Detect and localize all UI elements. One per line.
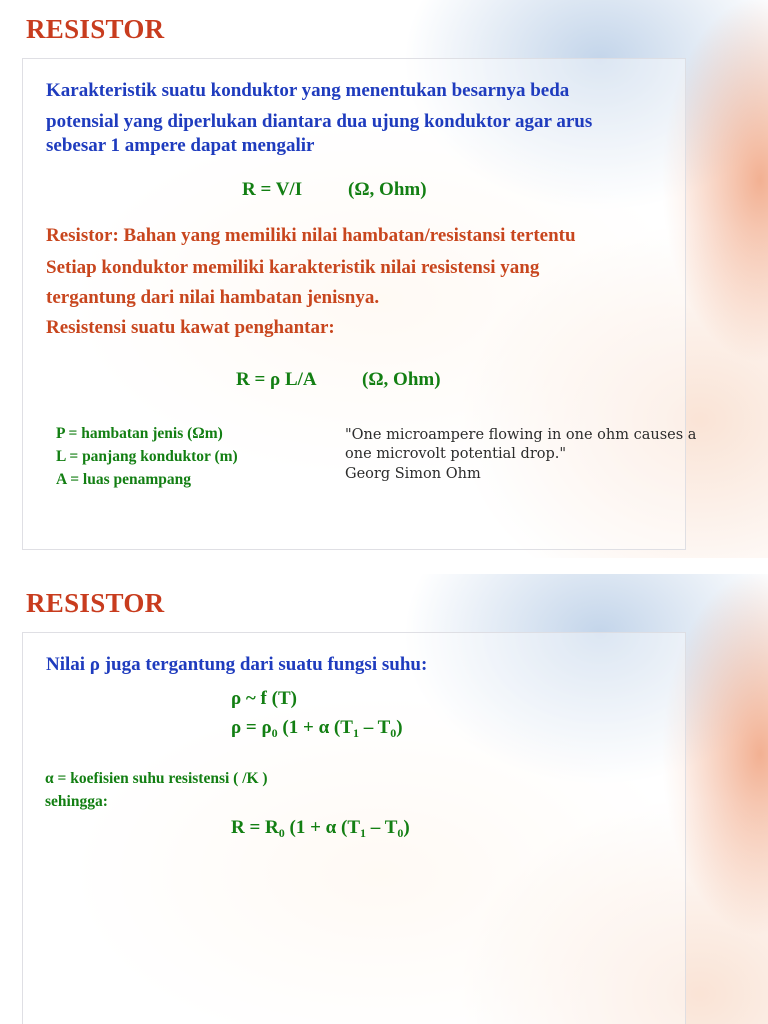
formula-wire: R = ρ L/A [236, 369, 317, 390]
quote-line-1: "One microampere flowing in one ohm causes a [345, 427, 697, 443]
alpha-definition: α = koefisien suhu resistensi ( /K ) [45, 770, 268, 787]
definition-line-2: potensial yang diperlukan diantara dua ujung konduktor agar arus [46, 111, 593, 132]
slide-title: RESISTOR [26, 14, 165, 44]
resistor-line-1: Resistor: Bahan yang memiliki nilai hambatan/resistansi tertentu [46, 225, 576, 246]
resistor-line-3: tergantung dari nilai hambatan jenisnya. [46, 287, 380, 308]
equation-r-temperature: $R = R_0$ (1 + α $(T_1 - T_0)$ [231, 817, 410, 840]
legend-item-p: P = hambatan jenis (Ωm) [56, 425, 223, 442]
definition-line-1: Karakteristik suatu konduktor yang menentukan besarnya beda [46, 80, 570, 101]
quote-author: Georg Simon Ohm [345, 466, 481, 482]
formula-ohm: R = V/I [242, 179, 303, 200]
equation-rho-function: ρ ~ f (T) [231, 688, 297, 709]
quote-line-2: one microvolt potential drop." [345, 446, 567, 462]
temperature-intro: Nilai ρ juga tergantung dari suatu fungsi suhu: [46, 654, 428, 675]
slide-title: RESISTOR [26, 588, 165, 618]
slide-2 [0, 574, 768, 1024]
legend-item-l: L = panjang konduktor (m) [56, 448, 238, 465]
equation-rho-temperature: $\rho = \rho_0$ (1 + α $(T_1 - T_0)$ [231, 717, 403, 740]
definition-line-3: sebesar 1 ampere dapat mengalir [46, 135, 315, 156]
resistor-line-2: Setiap konduktor memiliki karakteristik nilai resistensi yang [46, 257, 540, 278]
slide-separator [0, 558, 768, 574]
formula-wire-unit: (Ω, Ohm) [362, 369, 441, 390]
resistor-line-4: Resistensi suatu kawat penghantar: [46, 317, 335, 338]
legend-item-a: A = luas penampang [56, 471, 192, 488]
sehingga-label: sehingga: [45, 793, 108, 810]
formula-ohm-unit: (Ω, Ohm) [348, 179, 427, 200]
